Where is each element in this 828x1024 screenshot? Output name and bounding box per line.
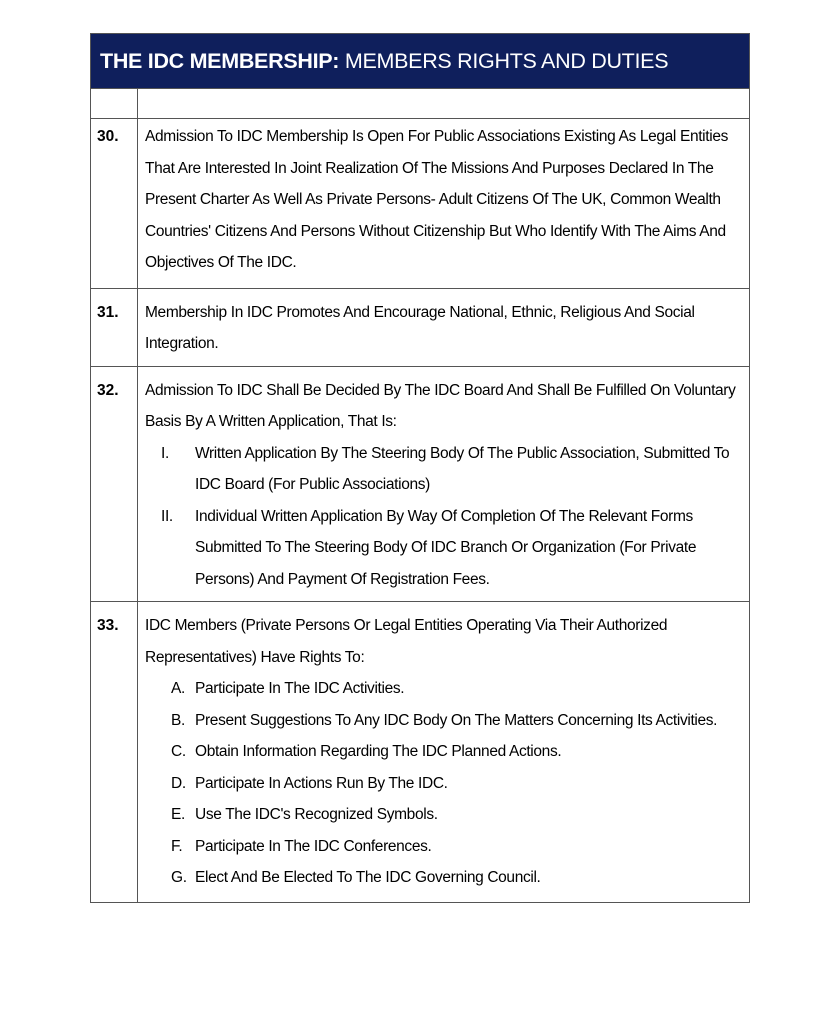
blank-row (91, 88, 749, 118)
table-row (91, 288, 749, 366)
list-item-text: Written Application By The Steering Body Of The Public Association, Submitted To IDC Board (For Public Associations) (195, 444, 730, 493)
list-item (145, 501, 743, 596)
list-item (145, 673, 743, 705)
clause-number: 31. (91, 289, 138, 366)
table-row (91, 118, 749, 288)
list-item (145, 438, 743, 501)
list-item-text: Participate In The IDC Activities. (195, 680, 405, 697)
clause-body (138, 367, 749, 602)
table-row (91, 601, 749, 902)
clause-text: Membership In IDC Promotes And Encourage National, Ethnic, Religious And Social Integration. (145, 303, 695, 352)
clause-body (138, 602, 749, 902)
list-item-text: Individual Written Application By Way Of Completion Of The Relevant Forms Submitted To The Steering Body Of IDC Branch Or Organization (For Private Persons) And Payment Of Registration Fees. (195, 507, 697, 588)
list-item (145, 705, 743, 737)
list-marker: C. (171, 743, 186, 760)
list-item (145, 768, 743, 800)
blank-number-cell (91, 89, 138, 119)
list-item (145, 799, 743, 831)
clause-number: 32. (91, 367, 138, 602)
document-table (90, 33, 750, 903)
list-marker: II. (161, 507, 173, 525)
list-item (145, 862, 743, 894)
list-marker: I. (161, 444, 169, 462)
list-item-text: Obtain Information Regarding The IDC Planned Actions. (195, 743, 562, 760)
section-title-rest: MEMBERS RIGHTS AND DUTIES (344, 48, 669, 73)
list-item-text: Participate In Actions Run By The IDC. (195, 774, 448, 792)
list-marker: F. (171, 837, 183, 855)
blank-content-cell (138, 89, 749, 118)
section-title (91, 34, 749, 88)
list-marker: G. (171, 869, 187, 886)
list-marker: D. (171, 774, 186, 792)
clause-text: IDC Members (Private Persons Or Legal Entities Operating Via Their Authorized Representatives) Have Rights To: (145, 617, 668, 666)
list-marker: B. (171, 711, 185, 729)
table-row (91, 366, 749, 602)
clause-text: Admission To IDC Membership Is Open For Public Associations Existing As Legal Entities That Are Interested In Joint Realization Of The Missions And Purposes Declared In The Present Charter As Well As Private Persons- Adult Citizens Of The UK, Common Wealth Countries' Citizens And Persons Without Citizenship But Who Identify With The Aims And Objectives Of The IDC. (145, 128, 728, 271)
clause-number: 33. (91, 602, 138, 902)
list-item-text: Participate In The IDC Conferences. (195, 837, 432, 855)
section-title-bold: THE IDC MEMBERSHIP: (100, 48, 340, 73)
clause-text: Admission To IDC Shall Be Decided By The IDC Board And Shall Be Fulfilled On Voluntary Basis By A Written Application, That Is: (145, 381, 736, 430)
list-marker: A. (171, 680, 185, 697)
list-marker: E. (171, 806, 185, 823)
list-item-text: Use The IDC's Recognized Symbols. (195, 806, 438, 823)
clause-number: 30. (91, 119, 138, 288)
list-item-text: Present Suggestions To Any IDC Body On The Matters Concerning Its Activities. (195, 711, 718, 729)
list-item-text: Elect And Be Elected To The IDC Governing Council. (195, 869, 541, 886)
list-item (145, 831, 743, 863)
list-item (145, 736, 743, 768)
